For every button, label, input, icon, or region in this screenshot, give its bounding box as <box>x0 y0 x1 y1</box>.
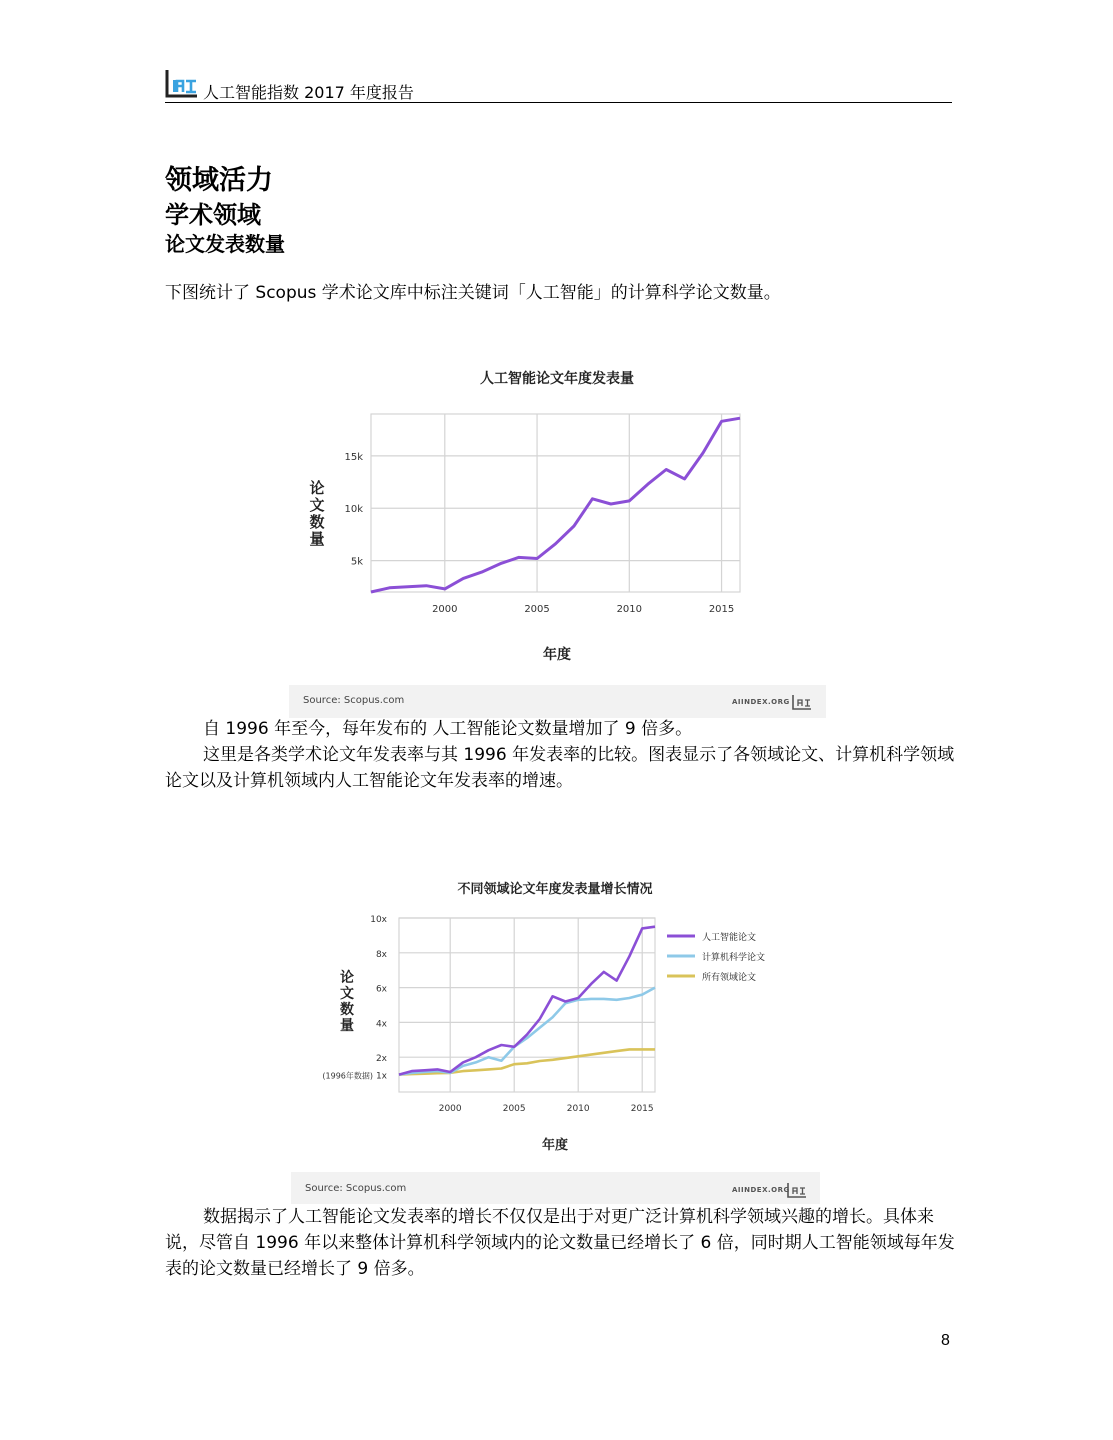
chart2-legend-label: 所有领域论文 <box>702 973 757 983</box>
comparison-statement: 这里是各类学术论文年发表率与其 1996 年发表率的比较。图表显示了各领域论文、计算机科学领域论文以及计算机领域内人工智能论文年发表率的增速。 <box>165 745 955 791</box>
chart1-xtick-label: 2010 <box>616 604 643 615</box>
ai-index-logo <box>165 68 199 98</box>
chart1-xtick-label: 2005 <box>524 604 550 615</box>
chart2-brand-logo <box>787 1182 807 1198</box>
chart1-ylabel-char: 论 <box>309 479 325 497</box>
chart2-baseline-label: (1996年数据) <box>322 1071 373 1081</box>
intro-paragraph: 下图统计了 Scopus 学术论文库中标注关键词「人工智能」的计算科学论文数量。 <box>165 283 781 303</box>
chart1-ylabel-char: 量 <box>309 530 325 548</box>
subsection-heading: 学术领域 <box>165 201 261 229</box>
chart2-ytick-label: 6x <box>375 984 387 995</box>
header-title: 人工智能指数 2017 年度报告 <box>203 83 414 102</box>
chart1-xtick-label: 2000 <box>432 604 458 615</box>
chart-ai-papers-annual <box>289 310 826 718</box>
chart1-xlabel: 年度 <box>543 647 571 663</box>
topic-heading: 论文发表数量 <box>165 232 285 256</box>
chart2-ytick-label: 8x <box>375 949 387 960</box>
chart1-ylabel-char: 数 <box>309 513 325 531</box>
chart2-ytick-label: 4x <box>375 1019 387 1030</box>
chart1-svg <box>289 310 826 718</box>
chart2-brand: AIINDEX.ORG <box>732 1186 790 1194</box>
chart1-source: Source: Scopus.com <box>303 695 405 706</box>
analysis-paragraphs <box>165 716 965 794</box>
chart1-brand-logo <box>792 694 812 710</box>
chart2-ytick-label: 1x <box>375 1071 387 1082</box>
chart2-ylabel-char: 量 <box>340 1018 354 1034</box>
chart2-legend-label: 人工智能论文 <box>702 933 757 943</box>
growth-statement: 自 1996 年至今，每年发布的 人工智能论文数量增加了 9 倍多。 <box>203 719 693 739</box>
chart2-xtick-label: 2015 <box>630 1104 654 1114</box>
chart2-ylabel-char: 文 <box>340 986 354 1002</box>
conclusion-paragraph <box>165 1204 965 1282</box>
chart2-xtick-label: 2010 <box>566 1104 590 1114</box>
page-header <box>165 68 952 103</box>
conclusion-text: 数据揭示了人工智能论文发表率的增长不仅仅是出于对更广泛计算机科学领域兴趣的增长。具体来说，尽管自 1996 年以来整体计算机科学领域内的论文数量已经增长了 6 倍，同时期人工智能领域每年发表的论文数量已经增长了 9 倍多。 <box>165 1207 955 1279</box>
chart-growth-by-field <box>291 826 820 1204</box>
chart2-ytick-label: 10x <box>370 915 387 925</box>
chart2-ytick-label: 2x <box>375 1054 387 1065</box>
chart2-source: Source: Scopus.com <box>305 1183 407 1194</box>
chart1-xtick-label: 2015 <box>708 604 735 615</box>
chart1-title: 人工智能论文年度发表量 <box>480 371 634 387</box>
chart2-ylabel-char: 数 <box>340 1002 354 1018</box>
section-heading: 领域活力 <box>165 165 273 196</box>
chart1-ytick-label: 5k <box>350 556 363 568</box>
chart1-ylabel-char: 文 <box>309 496 325 514</box>
chart2-xtick-label: 2005 <box>502 1104 526 1114</box>
chart1-ytick-label: 15k <box>344 451 363 463</box>
chart1-canvas <box>289 310 826 685</box>
chart2-ylabel-char: 论 <box>340 970 354 986</box>
chart1-ytick-label: 10k <box>344 504 363 516</box>
chart2-legend-label: 计算机科学论文 <box>702 953 766 963</box>
chart2-xlabel: 年度 <box>541 1138 569 1153</box>
chart2-svg <box>291 826 820 1204</box>
chart2-canvas <box>291 826 820 1172</box>
chart2-xtick-label: 2000 <box>438 1104 462 1114</box>
chart2-title: 不同领域论文年度发表量增长情况 <box>457 882 653 897</box>
chart1-brand: AIINDEX.ORG <box>732 698 790 706</box>
page-number: 8 <box>941 1332 950 1349</box>
